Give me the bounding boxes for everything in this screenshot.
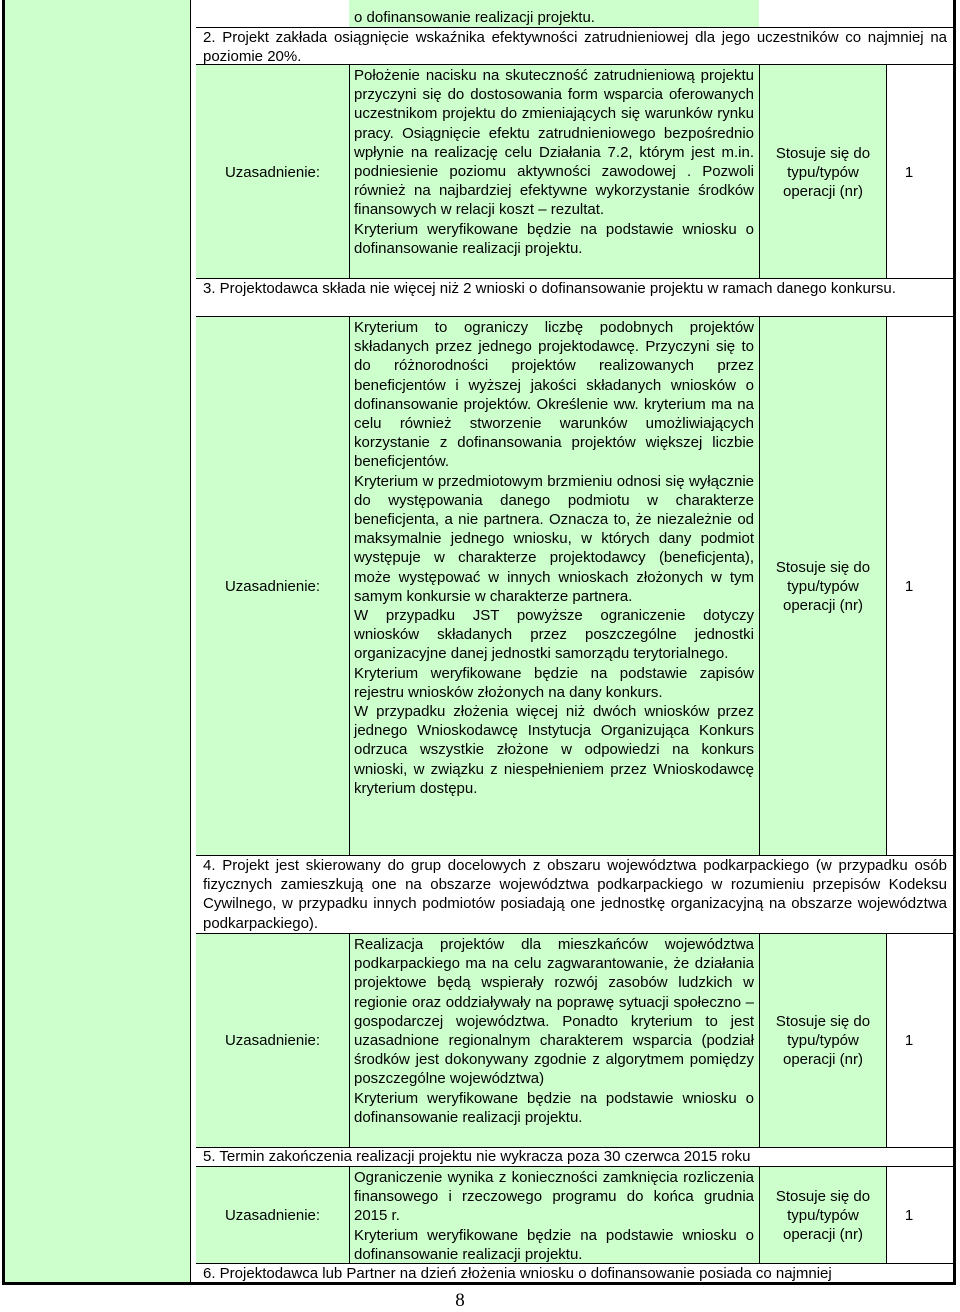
justification-paragraph: W przypadku JST powyższe ograniczenie dotyczy wniosków składanych przez poszczególne jednostki organizacyjne danej jednostki samorządu terytorialnego. (354, 607, 754, 663)
justification-paragraph: Kryterium weryfikowane będzie na podstawie wniosku o dofinansowanie realizacji projektu. (354, 1089, 754, 1126)
justification-paragraph: Ograniczenie wynika z konieczności zamknięcia rozliczenia finansowego i rzeczowego programu do końca grudnia 2015 r. (354, 1169, 754, 1225)
operation-number: 1 (904, 1207, 914, 1224)
justification-label: Uzasadnienie: (224, 164, 321, 181)
applies-text: Stosuje się do typu/typów operacji (nr) (775, 1013, 871, 1068)
criterion-5-title: 5. Termin zakończenia realizacji projektu nie wykracza poza 30 czerwca 2015 roku (203, 1148, 751, 1165)
justification-label: Uzasadnienie: (224, 1032, 321, 1049)
justification-text (354, 1168, 754, 1264)
justification-text (354, 935, 754, 1127)
justification-paragraph: Kryterium weryfikowane będzie na podstawie wniosku o dofinansowanie realizacji projektu. (354, 220, 754, 257)
justification-paragraph: Realizacja projektów dla mieszkańców województwa podkarpackiego ma na celu zagwarantowanie, że działania projektowe będą wspierały rozwój zasobów ludzkich w regionie oraz oddziaływały na poprawę sytuacji społeczno – gospodarczej województwa. Ponadto kryterium to jest uzasadnione regionalnym charakterem wsparcia (podział środków jest dokonywany zgodnie z algorytmem pomiędzy poszczególne województwa) (354, 936, 754, 1088)
applies-text: Stosuje się do typu/typów operacji (nr) (775, 559, 871, 614)
justification-label: Uzasadnienie: (224, 1207, 321, 1224)
divider (886, 317, 887, 855)
divider (886, 934, 887, 1147)
continuation-text: o dofinansowanie realizacji projektu. (354, 9, 595, 26)
page-number: 8 (455, 1290, 465, 1311)
criterion-6-title: 6. Projektodawca lub Partner na dzień złożenia wniosku o dofinansowanie posiada co najmniej (203, 1265, 832, 1282)
justification-paragraph: Położenie nacisku na skuteczność zatrudnieniową projektu przyczyni się do dostosowania form wsparcia oferowanych uczestnikom projektu do zmieniających się warunków rynku pracy. Osiągnięcie efektu zatrudnieniowego bezpośrednio wpłynie na realizację celu Działania 7.2, którym jest m.in. podniesienie poziomu aktywności zawodowej . Pozwoli również na najbardziej efektywne wykorzystanie środków finansowych w relacji koszt – rezultat. (354, 67, 754, 219)
criterion-2-title: 2. Projekt zakłada osiągnięcie wskaźnika efektywności zatrudnieniowej dla jego uczestników co najmniej na poziomie 20%. (203, 29, 947, 66)
justification-paragraph: Kryterium weryfikowane będzie na podstawie zapisów rejestru wniosków złożonych na dany konkurs. (354, 664, 754, 701)
justification-text (354, 318, 754, 798)
justification-paragraph: W przypadku złożenia więcej niż dwóch wniosków przez jednego Wnioskodawcę Instytucja Organizująca Konkurs odrzuca wszystkie złożone w odpowiedzi na konkurs wnioski, w związku z niespełnieniem przez Wnioskodawcę kryterium dostępu. (354, 703, 754, 797)
justification-paragraph: Kryterium weryfikowane będzie na podstawie wniosku o dofinansowanie realizacji projektu. (354, 1226, 754, 1263)
operation-number: 1 (904, 1032, 914, 1049)
criterion-4-title: 4. Projekt jest skierowany do grup docelowych z obszaru województwa podkarpackiego (w przypadku osób fizycznych zamieszkują one na obszarze województwa podkarpackiego w rozumieniu przepisów Kodeksu Cywilnego, w przypadku innych podmiotów posiadają one jednostkę organizacyjną na obszarze województwa podkarpackiego). (203, 857, 947, 932)
justification-text (354, 66, 754, 258)
operation-number: 1 (904, 164, 914, 181)
applies-text: Stosuje się do typu/typów operacji (nr) (775, 1188, 871, 1243)
applies-text: Stosuje się do typu/typów operacji (nr) (775, 145, 871, 200)
justification-paragraph: Kryterium w przedmiotowym brzmieniu odnosi się wyłącznie do występowania danego podmiotu w charakterze beneficjenta, a nie partnera. Oznacza to, że niezależnie od maksymalnie jednego wniosku, w których dany podmiot występuje w charakterze projektodawcy (beneficjenta), może występować w innych wnioskach złożonych w tym samym konkursie w charakterze partnera. (354, 472, 754, 605)
operation-number: 1 (904, 578, 914, 595)
justification-label: Uzasadnienie: (224, 578, 321, 595)
divider (886, 65, 887, 278)
justification-paragraph: Kryterium to ograniczy liczbę podobnych projektów składanych przez jednego projektodawcę. Przyczyni się to do różnorodności projektów realizowanych przez beneficjentów i wyższej jakości składanych wniosków o dofinansowanie projektów. Określenie ww. kryterium ma na celu również stworzenie warunków umożliwiających korzystanie z dofinansowania projektów większej liczbie beneficjentów. (354, 319, 754, 471)
left-margin-column (5, 0, 191, 1282)
divider (886, 1167, 887, 1263)
criterion-3-title: 3. Projektodawca składa nie więcej niż 2 wnioski o dofinansowanie projektu w ramach danego konkursu. (203, 280, 896, 297)
